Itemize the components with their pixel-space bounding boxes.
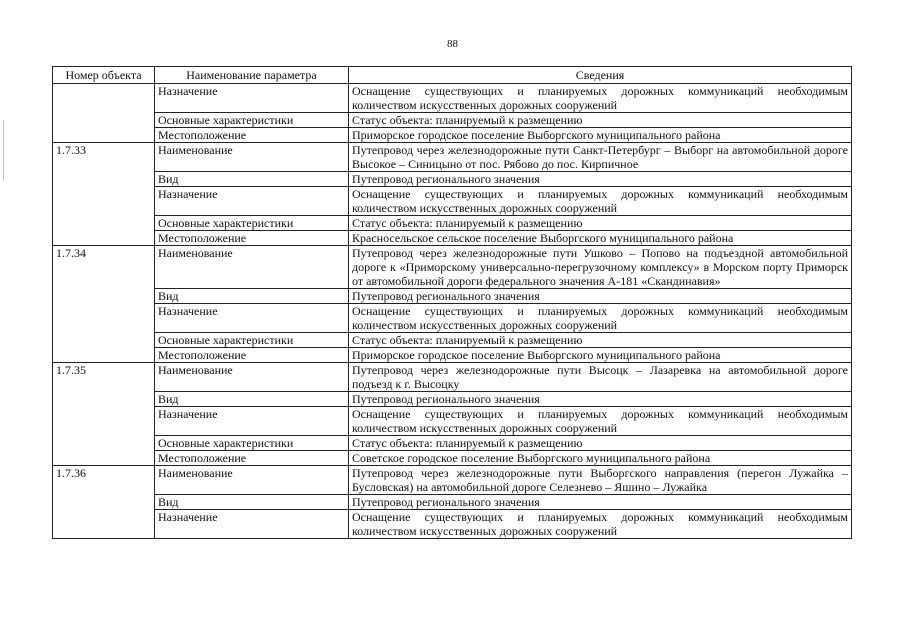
cell-parameter-name: Назначение (155, 304, 349, 333)
cell-parameter-name: Основные характеристики (155, 216, 349, 231)
cell-object-number: 1.7.34 (53, 246, 155, 363)
objects-table (52, 66, 852, 539)
table-row (53, 172, 852, 187)
header-row (53, 67, 852, 84)
header-parameter-name: Наименование параметра (155, 67, 349, 84)
table-row (53, 289, 852, 304)
cell-parameter-name: Назначение (155, 407, 349, 436)
table-row (53, 436, 852, 451)
cell-object-number: 1.7.33 (53, 143, 155, 246)
table-row (53, 113, 852, 128)
table-body (53, 84, 852, 539)
cell-details: Путепровод регионального значения (349, 495, 852, 510)
table-row (53, 84, 852, 113)
cell-details: Красносельское сельское поселение Выборгского муниципального района (349, 231, 852, 246)
cell-parameter-name: Назначение (155, 187, 349, 216)
cell-parameter-name: Основные характеристики (155, 333, 349, 348)
table-row (53, 363, 852, 392)
cell-details: Оснащение существующих и планируемых дорожных коммуникаций необходимым количеством искусственных дорожных сооружений (349, 187, 852, 216)
cell-details: Статус объекта: планируемый к размещению (349, 113, 852, 128)
table-row (53, 231, 852, 246)
cell-parameter-name: Местоположение (155, 451, 349, 466)
cell-details: Приморское городское поселение Выборгского муниципального района (349, 128, 852, 143)
cell-details: Оснащение существующих и планируемых дорожных коммуникаций необходимым количеством искусственных дорожных сооружений (349, 407, 852, 436)
cell-parameter-name: Наименование (155, 466, 349, 495)
cell-parameter-name: Назначение (155, 84, 349, 113)
cell-details: Статус объекта: планируемый к размещению (349, 333, 852, 348)
cell-details: Приморское городское поселение Выборгского муниципального района (349, 348, 852, 363)
header-details: Сведения (349, 67, 852, 84)
cell-details: Путепровод через железнодорожные пути Выборгского направления (перегон Лужайка – Бусловская) на автомобильной дороге Селезнево – Яшино – Лужайка (349, 466, 852, 495)
table-row (53, 143, 852, 172)
scan-edge-mark (3, 120, 4, 180)
cell-details: Оснащение существующих и планируемых дорожных коммуникаций необходимым количеством искусственных дорожных сооружений (349, 304, 852, 333)
cell-details: Путепровод регионального значения (349, 289, 852, 304)
table-row (53, 466, 852, 495)
cell-object-number: 1.7.36 (53, 466, 155, 539)
cell-parameter-name: Основные характеристики (155, 436, 349, 451)
cell-parameter-name: Вид (155, 495, 349, 510)
page-number: 88 (447, 38, 458, 50)
table-row (53, 348, 852, 363)
cell-parameter-name: Наименование (155, 143, 349, 172)
cell-parameter-name: Наименование (155, 246, 349, 289)
cell-object-number (53, 84, 155, 143)
cell-details: Путепровод регионального значения (349, 392, 852, 407)
cell-parameter-name: Вид (155, 392, 349, 407)
table-row (53, 216, 852, 231)
header-object-number: Номер объекта (53, 67, 155, 84)
table-row (53, 187, 852, 216)
table-row (53, 392, 852, 407)
cell-object-number: 1.7.35 (53, 363, 155, 466)
table-header (53, 67, 852, 84)
cell-parameter-name: Вид (155, 289, 349, 304)
table-row (53, 510, 852, 539)
cell-parameter-name: Местоположение (155, 348, 349, 363)
cell-parameter-name: Местоположение (155, 128, 349, 143)
table-row (53, 495, 852, 510)
cell-parameter-name: Наименование (155, 363, 349, 392)
cell-details: Оснащение существующих и планируемых дорожных коммуникаций необходимым количеством искусственных дорожных сооружений (349, 84, 852, 113)
table-row (53, 333, 852, 348)
cell-details: Оснащение существующих и планируемых дорожных коммуникаций необходимым количеством искусственных дорожных сооружений (349, 510, 852, 539)
cell-parameter-name: Назначение (155, 510, 349, 539)
cell-details: Путепровод через железнодорожные пути Санкт-Петербург – Выборг на автомобильной дороге Высокое – Синицыно от пос. Рябово до пос. Кирпичное (349, 143, 852, 172)
table-row (53, 304, 852, 333)
cell-parameter-name: Основные характеристики (155, 113, 349, 128)
cell-details: Путепровод регионального значения (349, 172, 852, 187)
cell-details: Советское городское поселение Выборгского муниципального района (349, 451, 852, 466)
cell-details: Статус объекта: планируемый к размещению (349, 216, 852, 231)
table-row (53, 407, 852, 436)
cell-details: Путепровод через железнодорожные пути Ушково – Попово на подъездной автомобильной дороге к «Приморскому универсально-перегрузочному комплексу» в Морском порту Приморск от автомобильной дороги федерального значения А-181 «Скандинавия» (349, 246, 852, 289)
table-row (53, 128, 852, 143)
cell-details: Статус объекта: планируемый к размещению (349, 436, 852, 451)
cell-details: Путепровод через железнодорожные пути Высоцк – Лазаревка на автомобильной дороге подъезд к г. Высоцку (349, 363, 852, 392)
table-row (53, 451, 852, 466)
cell-parameter-name: Вид (155, 172, 349, 187)
table-row (53, 246, 852, 289)
cell-parameter-name: Местоположение (155, 231, 349, 246)
